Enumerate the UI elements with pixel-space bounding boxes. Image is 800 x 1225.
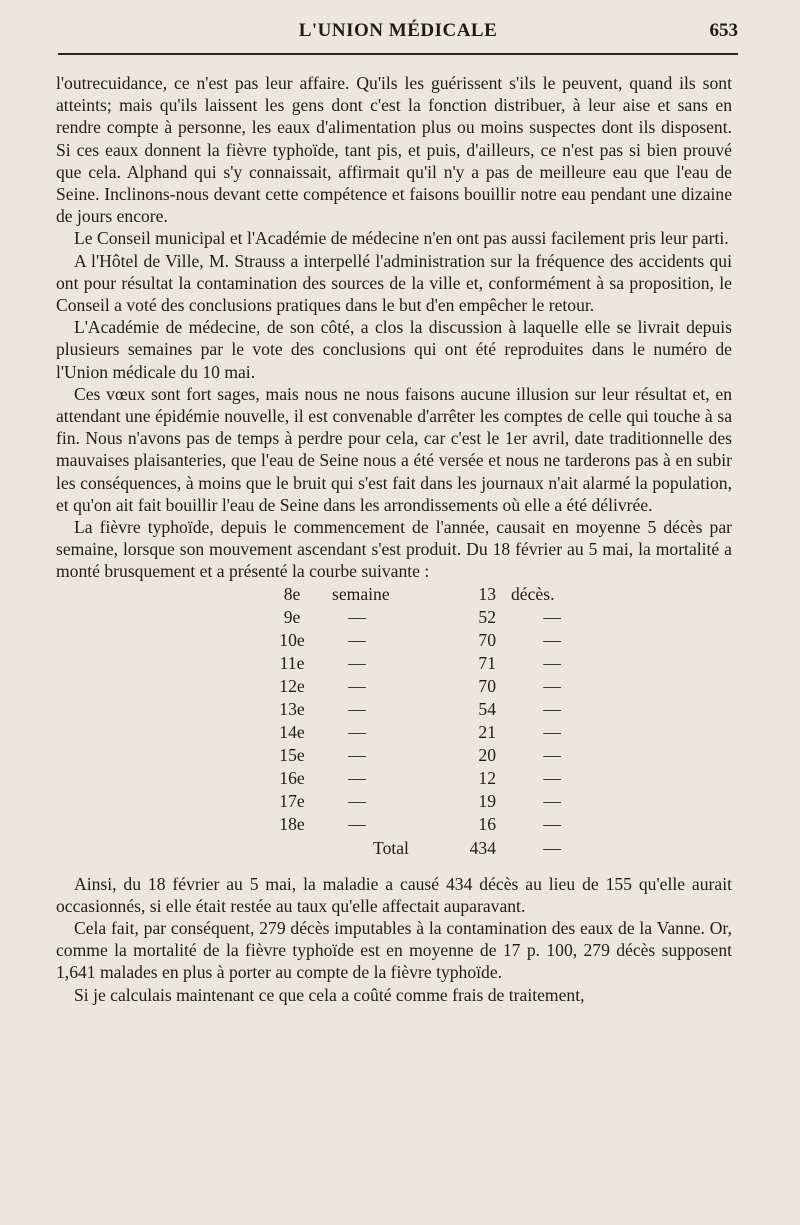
table-row: [56, 767, 732, 789]
table-total-row: [56, 837, 732, 859]
paragraph: l'outrecuidance, ce n'est pas leur affaire. Qu'ils les guérissent s'ils le peuvent, quand ils sont atteints; mais qu'ils laissent les gens dont c'est la fonction distribuer, à leur aise et sans en rendre compte à personne, les eaux d'alimentation plus ou moins suspectes dont ils disposent. Si ces eaux donnent la fièvre typhoïde, tant pis, et puis, d'ailleurs, ce n'est pas si bien prouvé que cela. Alphand qui s'y connaissait, affirmait qu'il n'y a pas de meilleure eau que l'eau de Seine. Inclinons-nous devant cette compétence et faisons bouillir notre eau pendant une dizaine de jours encore.: [56, 73, 732, 227]
paragraph: Le Conseil municipal et l'Académie de médecine n'en ont pas aussi facilement pris leur parti.: [74, 228, 729, 249]
header-rule: [58, 53, 738, 55]
table-row: [56, 813, 732, 835]
table-header-row: [56, 583, 732, 605]
table-row: [56, 606, 732, 628]
week-label: 11e: [279, 652, 305, 673]
week-label: 18e: [279, 813, 305, 834]
paragraph: La fièvre typhoïde, depuis le commencement de l'année, causait en moyenne 5 décès par semaine, lorsque son mouvement ascendant s'est produit. Du 18 février au 5 mai, la mortalité a monté brusquement et a présenté la courbe suivante :: [56, 517, 732, 582]
ditto-dash: —: [348, 629, 366, 650]
ditto-dash: —: [348, 744, 366, 765]
ditto-dash: —: [543, 698, 561, 719]
ditto-dash: —: [543, 629, 561, 650]
ditto-dash: —: [348, 721, 366, 742]
table-row: [56, 790, 732, 812]
week-label: 15e: [279, 744, 305, 765]
table-row: [56, 629, 732, 651]
deaths-value: 21: [478, 721, 496, 742]
total-label: Total: [373, 837, 409, 858]
running-title: L'UNION MÉDICALE: [298, 20, 498, 41]
table-row: [56, 675, 732, 697]
ditto-dash: —: [348, 790, 366, 811]
deaths-unit: décès.: [511, 583, 555, 604]
paragraph: Si je calculais maintenant ce que cela a coûté comme frais de traitement,: [74, 984, 585, 1005]
page-header: [58, 20, 738, 44]
deaths-value: 70: [478, 629, 496, 650]
ditto-dash: —: [543, 744, 561, 765]
paragraph: L'Académie de médecine, de son côté, a clos la discussion à laquelle elle se livrait depuis plusieurs semaines par le vote des conclusions qui ont été reproduites dans le numéro de l'Union médicale du 10 mai.: [56, 317, 732, 382]
table-row: [56, 721, 732, 743]
closing-paragraphs: [56, 873, 732, 1006]
ditto-dash: —: [348, 606, 366, 627]
ditto-dash: —: [348, 652, 366, 673]
deaths-value: 52: [478, 606, 496, 627]
paragraph: Ces vœux sont fort sages, mais nous ne nous faisons aucune illusion sur leur résultat et, en attendant une épidémie nouvelle, il est convenable d'arrêter les comptes de celle qui touche à sa fin. Nous n'avons pas de temps à perdre pour cela, car c'est le 1er avril, date traditionnelle des mauvaises plaisanteries, que l'eau de Seine nous a été versée et nous ne tarderons pas à en subir les conséquences, à moins que le bruit qui s'est fait dans les journaux n'ait alarmé la population, et qu'on ait fait bouillir l'eau de Seine dans les arrondissements où elle a été délivrée.: [56, 383, 732, 515]
table-row: [56, 744, 732, 766]
deaths-value: 71: [478, 652, 496, 673]
deaths-value: 12: [478, 767, 496, 788]
paragraph: A l'Hôtel de Ville, M. Strauss a interpellé l'administration sur la fréquence des accidents qui ont pour résultat la contamination des sources de la ville et, conformément à sa proposition, le Conseil a voté des conclusions pratiques dans le but d'en empêcher le retour.: [56, 250, 732, 316]
week-label: 14e: [279, 721, 305, 742]
deaths-value: 16: [478, 813, 496, 834]
ditto-dash: —: [348, 698, 366, 719]
week-label: 17e: [279, 790, 305, 811]
ditto-dash: —: [543, 675, 561, 696]
paragraph: Cela fait, par conséquent, 279 décès imputables à la contamination des eaux de la Vanne. Or, comme la mortalité de la fièvre typhoïde est en moyenne de 17 p. 100, 279 décès supposent 1,641 malades en plus à porter au compte de la fièvre typhoïde.: [56, 918, 732, 983]
deaths-value: 54: [478, 698, 496, 719]
week-label: 9e: [283, 606, 301, 627]
ditto-dash: —: [348, 675, 366, 696]
ditto-dash: —: [348, 767, 366, 788]
ditto-dash: —: [543, 606, 561, 627]
ditto-dash: —: [543, 767, 561, 788]
deaths-value: 13: [478, 583, 496, 604]
deaths-value: 19: [478, 790, 496, 811]
mortality-table: [56, 583, 732, 873]
week-label: 10e: [279, 629, 305, 650]
paragraph: Ainsi, du 18 février au 5 mai, la maladie a causé 434 décès au lieu de 155 qu'elle aurait occasionnés, si elle était restée au taux qu'elle affectait auparavant.: [56, 873, 732, 916]
ditto-dash: —: [543, 813, 561, 834]
week-label: 12e: [279, 675, 305, 696]
ditto-dash: —: [348, 813, 366, 834]
total-value: 434: [469, 837, 496, 858]
table-row: [56, 698, 732, 720]
ditto-dash: —: [543, 652, 561, 673]
week-label: 13e: [279, 698, 305, 719]
page-number: 653: [709, 20, 738, 41]
body-text: [56, 72, 732, 1006]
week-word: semaine: [332, 583, 390, 604]
ditto-dash: —: [543, 790, 561, 811]
week-label: 8e: [283, 583, 301, 604]
deaths-value: 20: [478, 744, 496, 765]
table-row: [56, 652, 732, 674]
deaths-value: 70: [478, 675, 496, 696]
week-label: 16e: [279, 767, 305, 788]
ditto-dash: —: [543, 721, 561, 742]
ditto-dash: —: [543, 837, 561, 858]
